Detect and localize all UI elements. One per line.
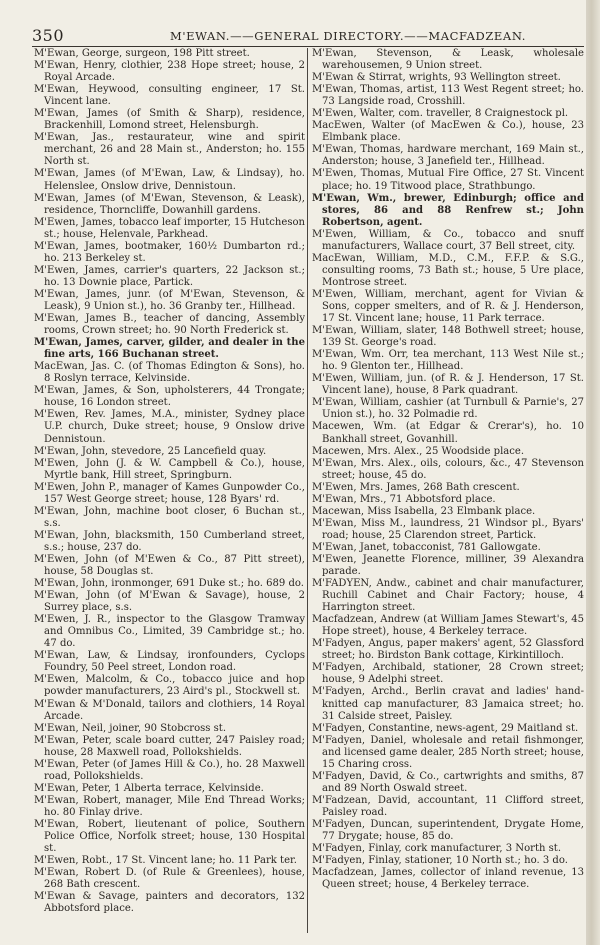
directory-entry: M'Fadyen, Finlay, stationer, 10 North st.; ho. 3 do. (312, 855, 568, 867)
directory-entry: M'Ewan, John, machine boot closer, 6 Buchan st., s.s. (34, 505, 305, 529)
right-column (312, 48, 584, 938)
directory-entry: M'Fadyen, Constantine, news-agent, 29 Maitland st. (312, 722, 579, 734)
directory-entry: Macewen, Mrs. Alex., 25 Woodside place. (312, 445, 525, 457)
directory-entry: M'Ewen, John (J. & W. Campbell & Co.), house, Myrtle bank, Hill street, Springburn. (34, 457, 305, 481)
directory-entry: M'Ewan, Mrs. Alex., oils, colours, &c., 47 Stevenson street; house, 45 do. (312, 457, 584, 481)
directory-entry: M'Ewan, Robert, lieutenant of police, Southern Police Office, Norfolk street; house, 130 Hospital st. (34, 819, 305, 855)
directory-entry: M'Ewan, Peter, 1 Alberta terrace, Kelvinside. (34, 782, 264, 794)
directory-entry: M'Ewen, John P., manager of Kames Gunpowder Co., 157 West George street; house, 128 Byars' rd. (34, 481, 305, 505)
directory-entry: M'Ewan, Wm. Orr, tea merchant, 113 West Nile st.; ho. 9 Glenton ter., Hillhead. (312, 349, 584, 373)
directory-entry: M'Ewen, Walter, com. traveller, 8 Craignestock pl. (312, 108, 569, 120)
directory-entry: M'Fadyen, Duncan, superintendent, Drygate Home, 77 Drygate; house, 85 do. (312, 819, 584, 843)
directory-entry: MacEwan, Jas. C. (of Thomas Edington & Sons), ho. 8 Roslyn terrace, Kelvinside. (34, 361, 305, 385)
directory-entry: M'Ewan, Peter, scale board cutter, 247 Paisley road; house, 28 Maxwell road, Pollokshields. (34, 734, 305, 758)
directory-entry: M'Ewan, James, & Son, upholsterers, 44 Trongate; house, 16 London street. (34, 385, 305, 409)
directory-entry: M'Ewan, James, bootmaker, 160½ Dumbarton rd.; ho. 213 Berkeley st. (34, 240, 305, 264)
directory-entry: M'Ewan, James B., teacher of dancing, Assembly rooms, Crown street; ho. 90 North Frederick st. (34, 313, 305, 337)
directory-entry: MacEwan, William, M.D., C.M., F.F.P. & S.G., consulting rooms, 73 Bath st.; house, 5 Ure place, Montrose street. (312, 252, 584, 288)
directory-entry: M'Ewan, John, ironmonger, 691 Duke st.; ho. 689 do. (34, 578, 304, 590)
directory-entry: MacEwen, Walter (of MacEwen & Co.), house, 23 Elmbank place. (312, 120, 584, 144)
running-title: M'EWAN.——GENERAL DIRECTORY.——MACFADZEAN. (170, 29, 527, 43)
column-divider (307, 48, 308, 933)
directory-entry: M'Fadyen, Archibald, stationer, 28 Crown street; house, 9 Adelphi street. (312, 662, 584, 686)
directory-entry: M'Ewan, William, cashier (at Turnbull & Parnie's, 27 Union st.), ho. 32 Polmadie rd. (312, 397, 584, 421)
directory-entry: M'Ewan, Neil, joiner, 90 Stobcross st. (34, 722, 227, 734)
directory-entry: M'Ewan, James, junr. (of M'Ewan, Stevenson, & Leask), 9 Union st.), ho. 36 Granby ter., Hillhead. (34, 288, 305, 312)
directory-entry: M'Ewen, Mrs. James, 268 Bath crescent. (312, 481, 520, 493)
directory-entry: M'Ewen, William, jun. (of R. & J. Henderson, 17 St. Vincent lane), house, 8 Park quadrant. (312, 373, 584, 397)
directory-entry: M'Ewan, Jas., restaurateur, wine and spirit merchant, 26 and 28 Main st., Anderston; ho. 155 North st. (34, 132, 305, 168)
directory-entry: M'Ewen, James, tobacco leaf importer, 15 Hutcheson st.; house, Helenvale, Parkhead. (34, 216, 305, 240)
directory-entry: M'Ewan, Stevenson, & Leask, wholesale warehousemen, 9 Union street. (312, 48, 584, 72)
directory-entry: M'Ewan, John (of M'Ewan & Savage), house, 2 Surrey place, s.s. (34, 590, 305, 614)
left-column (34, 48, 305, 938)
directory-entry: M'Fadzean, David, accountant, 11 Clifford street, Paisley road. (312, 794, 584, 818)
directory-entry: M'Ewen, Thomas, Mutual Fire Office, 27 St. Vincent place; ho. 19 Titwood place, Strathbungo. (312, 168, 584, 192)
directory-entry: M'Ewan, Miss M., laundress, 21 Windsor pl., Byars' road; house, 25 Clarendon street, Partick. (312, 517, 584, 541)
directory-entry: M'Ewan, Robert D. (of Rule & Greenlees), house, 268 Bath crescent. (34, 867, 305, 891)
directory-entry: M'Ewan, George, surgeon, 198 Pitt street. (34, 48, 250, 59)
directory-entry: M'Ewan, John, blacksmith, 150 Cumberland street, s.s.; house, 237 do. (34, 529, 305, 553)
directory-entry: M'Ewen, William, merchant, agent for Vivian & Sons, copper smelters, and of R. & J. Henderson, 17 St. Vincent lane; house, 11 Park terrace. (312, 288, 584, 325)
directory-entry: M'Ewan, Law, & Lindsay, ironfounders, Cyclops Foundry, 50 Peel street, London road. (34, 650, 305, 674)
directory-entry: M'Ewen, William, & Co., tobacco and snuff manufacturers, Wallace court, 37 Bell street, city. (312, 228, 584, 252)
header-rule (32, 46, 584, 47)
directory-entry: M'Ewan, Henry, clothier, 238 Hope street; house, 2 Royal Arcade. (34, 60, 305, 84)
directory-entry: M'Ewen, Malcolm, & Co., tobacco juice and hop powder manufacturers, 23 Aird's pl., Stockwell st. (34, 674, 305, 698)
directory-entry: M'Fadyen, David, & Co., cartwrights and smiths, 87 and 89 North Oswald street. (312, 770, 584, 794)
directory-entry: M'Ewen, J. R., inspector to the Glasgow Tramway and Omnibus Co., Limited, 39 Cambridge st.; ho. 47 do. (34, 614, 305, 650)
directory-entry: M'Fadyen, Archd., Berlin cravat and ladies' hand-knitted cap manufacturer, 83 Jamaica street; ho. 31 Calside street, Paisley. (312, 686, 584, 722)
directory-entry: M'Ewan, Thomas, artist, 113 West Regent street; ho. 73 Langside road, Crosshill. (312, 84, 584, 108)
page-header (32, 26, 584, 46)
page-number: 350 (32, 26, 65, 45)
directory-entry: M'Ewan & M'Donald, tailors and clothiers, 14 Royal Arcade. (34, 698, 305, 722)
directory-entry: M'Ewan & Stirrat, wrights, 93 Wellington street. (312, 72, 561, 84)
directory-entry: Macfadzean, Andrew (at William James Stewart's, 45 Hope street), house, 4 Berkeley terrace. (312, 614, 584, 638)
directory-entry: M'Ewen, Robt., 17 St. Vincent lane; ho. 11 Park ter. (34, 855, 297, 867)
directory-entry: M'Ewan, Janet, tobacconist, 781 Gallowgate. (312, 541, 541, 553)
directory-entry: M'Ewen, John (of M'Ewen & Co., 87 Pitt street), house, 58 Douglas st. (34, 553, 305, 578)
directory-entry: M'FADYEN, Andw., cabinet and chair manufacturer, Ruchill Cabinet and Chair Factory; house, 4 Harrington street. (312, 578, 584, 614)
directory-entry: M'Ewen, James, carrier's quarters, 22 Jackson st.; ho. 13 Downie place, Partick. (34, 264, 305, 288)
directory-entry: M'Ewan, Thomas, hardware merchant, 169 Main st., Anderston; house, 3 Janefield ter., Hillhead. (312, 144, 584, 168)
directory-entry: M'Ewan, Mrs., 71 Abbotsford place. (312, 493, 496, 505)
directory-entry: M'Fadyen, Daniel, wholesale and retail fishmonger, and licensed game dealer, 285 North street; house, 15 Charing cross. (312, 734, 584, 770)
directory-entry: M'Ewan, Heywood, consulting engineer, 17 St. Vincent lane. (34, 84, 305, 108)
directory-entry: M'Ewan, William, slater, 148 Bothwell street; house, 139 St. George's road. (312, 325, 584, 349)
directory-entry: M'Ewan, Peter (of James Hill & Co.), ho. 28 Maxwell road, Pollokshields. (34, 758, 305, 782)
directory-entry: M'Ewan, James (of M'Ewan, Stevenson, & Leask), residence, Thorncliffe, Dowanhill gardens. (34, 192, 305, 216)
directory-entry: M'Ewan, James (of M'Ewan, Law, & Lindsay), ho. Helenslee, Onslow drive, Dennistoun. (34, 168, 305, 192)
directory-entry: M'Ewen, Jeanette Florence, milliner, 39 Alexandra parade. (312, 553, 584, 578)
directory-entry: Macewan, Miss Isabella, 23 Elmbank place. (312, 505, 536, 517)
directory-entry: Macewen, Wm. (at Edgar & Crerar's), ho. 10 Bankhall street, Govanhill. (312, 421, 584, 445)
directory-entry: M'Fadyen, Finlay, cork manufacturer, 3 North st. (312, 843, 562, 855)
directory-entry: Macfadzean, James, collector of inland revenue, 13 Queen street; house, 4 Berkeley terrace. (312, 867, 584, 891)
directory-entry: M'Ewan, John, stevedore, 25 Lancefield quay. (34, 445, 267, 457)
directory-entry: M'Ewan, James, carver, gilder, and dealer in the fine arts, 166 Buchanan street. (34, 337, 305, 361)
directory-entry: M'Ewan & Savage, painters and decorators, 132 Abbotsford place. (34, 891, 305, 915)
binding-gutter (586, 0, 600, 945)
directory-entry: M'Ewan, Robert, manager, Mile End Thread Works; ho. 80 Finlay drive. (34, 794, 305, 818)
directory-entry: M'Fadyen, Angus, paper makers' agent, 52 Glassford street; ho. Birdston Bank cottage, Kirkintilloch. (312, 638, 584, 662)
directory-entry: M'Ewan, James (of Smith & Sharp), residence, Brackenhill, Lomond street, Helensburgh. (34, 108, 305, 132)
directory-entry: M'Ewan, Wm., brewer, Edinburgh; office and stores, 86 and 88 Renfrew st.; John Robertson, agent. (312, 192, 584, 228)
directory-entry: M'Ewen, Rev. James, M.A., minister, Sydney place U.P. church, Duke street; house, 9 Onslow drive Dennistoun. (34, 409, 305, 445)
